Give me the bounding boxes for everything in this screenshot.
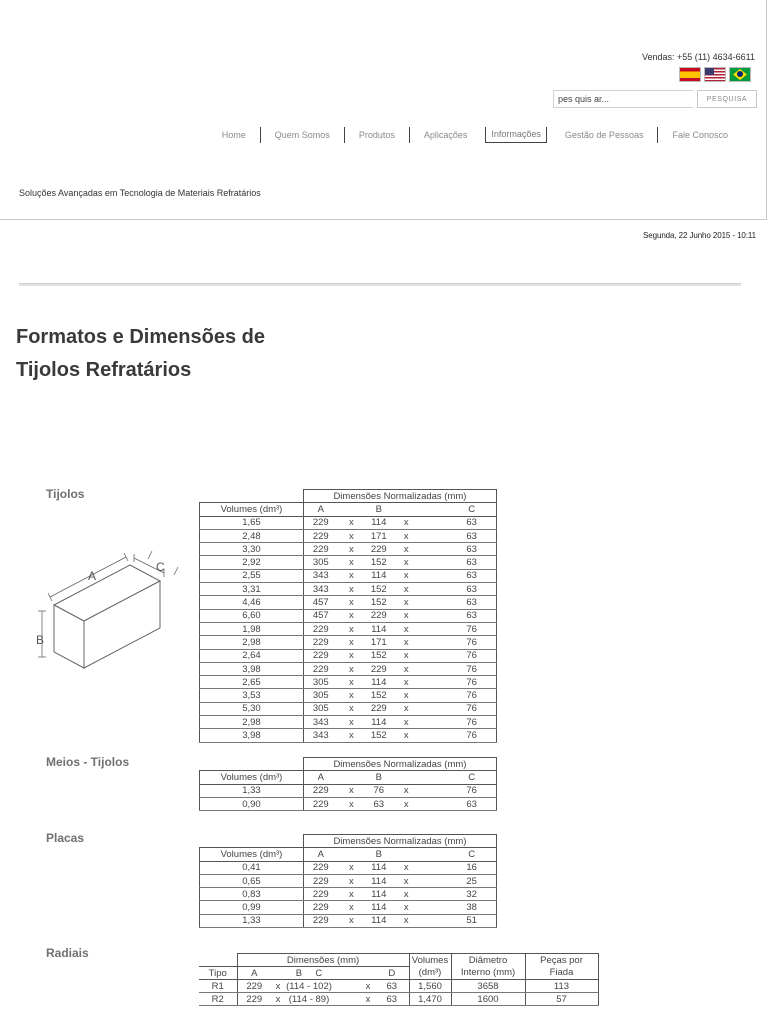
cell-a: 305 [303,556,337,569]
radiais-table [199,953,599,1006]
cell-volume: 1,98 [200,622,304,635]
dimension-label-a: A [88,569,97,583]
cell-times: x [392,861,419,874]
cell-volume: 3,98 [200,729,304,742]
cell-a: 229 [303,861,337,874]
search-input[interactable] [553,90,693,108]
cell-volume: 5,30 [200,702,304,715]
cell-times: x [338,516,365,529]
cell-c: 63 [447,529,496,542]
cell-b: 114 [365,676,392,689]
rad-col-d: D [375,967,409,980]
brick-shape [54,565,160,668]
cell-times: x [392,556,419,569]
cell-a: 343 [303,729,337,742]
table-row [200,529,497,542]
cell-a: 229 [237,993,271,1006]
tijolos-table [199,489,497,743]
cell-b: 114 [365,861,392,874]
cell-times: x [392,516,419,529]
dim-group-header: Dimensões Normalizadas (mm) [303,835,496,848]
cell-b: 114 [365,569,392,582]
cell-c: 38 [447,901,496,914]
table-row [199,993,598,1006]
cell-b: 229 [365,662,392,675]
cell-a: 229 [303,914,337,927]
section-label-meios-tijolos: Meios - Tijolos [46,755,130,769]
cell-times: x [338,556,365,569]
cell-volume: 3,31 [200,583,304,596]
cell-diametro: 1600 [451,993,525,1006]
main-nav [208,127,742,143]
cell-b-c: (114 - 89) [285,993,333,1006]
cell-volume: 4,46 [200,596,304,609]
cell-c: 76 [447,702,496,715]
cell-c: 63 [447,516,496,529]
meios-tijolos-table [199,757,497,811]
dimension-label-c: C [156,560,165,574]
table-row [200,901,497,914]
table-row [200,888,497,901]
cell-a: 343 [303,569,337,582]
cell-a: 229 [303,662,337,675]
table-row [200,622,497,635]
cell-b: 114 [365,622,392,635]
cell-spacer [420,556,447,569]
cell-times: x [338,676,365,689]
cell-c: 63 [447,596,496,609]
col-c: C [447,503,496,516]
nav-home[interactable]: Home [221,130,246,140]
cell-c: 63 [447,609,496,622]
table-row [200,861,497,874]
cell-d: 63 [375,993,409,1006]
table-row [200,636,497,649]
cell-pecas: 57 [525,993,598,1006]
rad-col-volumes-2: (dm³) [409,967,451,980]
nav-produtos[interactable]: Produtos [344,127,409,143]
cell-tipo: R1 [199,980,237,993]
cell-times: x [392,622,419,635]
cell-times: x [271,993,285,1006]
table-row [200,516,497,529]
cell-a: 229 [303,784,337,797]
cell-a: 343 [303,583,337,596]
cell-volume: 2,98 [200,716,304,729]
cell-c: 25 [447,874,496,887]
rad-col-b: B C [285,967,333,980]
section-label-placas: Placas [46,831,85,845]
cell-a: 457 [303,609,337,622]
cell-volume: 0,90 [200,797,304,810]
col-volumes: Volumes (dm³) [200,503,304,516]
cell-volume: 2,92 [200,556,304,569]
cell-a: 305 [303,702,337,715]
cell-c: 102 [312,980,329,992]
cell-volume: 1,560 [409,980,451,993]
cell-volume: 1,33 [200,914,304,927]
cell-times: x [392,914,419,927]
cell-times: x [338,729,365,742]
cell-c: 89 [315,993,327,1005]
cell-times: x [392,649,419,662]
col-b: B [365,771,392,784]
cell-volume: 1,33 [200,784,304,797]
table-row [200,543,497,556]
placas-table [199,834,497,928]
cell-spacer [420,702,447,715]
search-button[interactable]: PESQUISA [697,90,757,108]
cell-spacer [420,901,447,914]
section-label-radiais: Radiais [46,946,89,960]
col-a: A [303,503,337,516]
cell-times: x [338,874,365,887]
cell-times: x [361,993,375,1006]
cell-times: x [392,689,419,702]
cell-c: 63 [447,569,496,582]
cell-times: x [338,609,365,622]
cell-times: x [338,649,365,662]
cell-times: x [392,676,419,689]
cell-volume: 3,98 [200,662,304,675]
cell-times: x [338,689,365,702]
cell-b: 114 [365,901,392,914]
cell-volume: 3,30 [200,543,304,556]
rad-col-diametro-2: Interno (mm) [451,967,525,980]
cell-c: 76 [447,649,496,662]
cell-b: 152 [365,596,392,609]
spain-flag-icon[interactable] [679,67,701,82]
table-row [200,689,497,702]
cell-spacer [420,676,447,689]
col-b: B [365,848,392,861]
cell-times: x [392,729,419,742]
cell-c: 76 [447,622,496,635]
cell-spacer [420,622,447,635]
cell-b: 114 [365,914,392,927]
cell-times: x [338,797,365,810]
col-b: B [365,503,392,516]
table-row [200,596,497,609]
cell-volume: 0,83 [200,888,304,901]
cell-times: x [392,784,419,797]
cell-times: x [392,569,419,582]
cell-times: x [338,583,365,596]
usa-flag-icon[interactable] [704,67,726,82]
cell-c: 63 [447,543,496,556]
cell-a: 229 [237,980,271,993]
cell-times: x [338,636,365,649]
cell-b: 171 [365,636,392,649]
table-row [200,914,497,927]
cell-times: x [392,662,419,675]
cell-minus: - [307,980,311,992]
cell-c: 76 [447,689,496,702]
cell-a: 229 [303,543,337,556]
cell-b: 152 [365,556,392,569]
cell-c: 51 [447,914,496,927]
cell-volume: 2,65 [200,676,304,689]
cell-spacer [420,914,447,927]
cell-b: 229 [365,609,392,622]
table-row [200,784,497,797]
cell-a: 305 [303,689,337,702]
table-row [200,649,497,662]
cell-times: x [338,596,365,609]
cell-volume: 2,48 [200,529,304,542]
cell-b: 114 [365,888,392,901]
cell-times: x [392,636,419,649]
cell-times: x [338,716,365,729]
cell-spacer [420,689,447,702]
cell-times: x [338,914,365,927]
table-row [199,980,598,993]
dim-group-header: Dimensões Normalizadas (mm) [303,758,496,771]
cell-tipo: R2 [199,993,237,1006]
cell-a: 229 [303,888,337,901]
table-row [200,797,497,810]
cell-b-c: (114 - 102) [286,980,332,992]
cell-c: 76 [447,662,496,675]
cell-spacer [420,596,447,609]
table-row [200,676,497,689]
rad-dim-group-header: Dimensões (mm) [237,954,409,967]
divider [19,283,741,286]
page-title [16,321,336,387]
cell-a: 229 [303,649,337,662]
nav-informacoes[interactable]: Informações [485,127,547,143]
col-volumes: Volumes (dm³) [200,771,304,784]
cell-c: 63 [447,797,496,810]
cell-c: 63 [447,583,496,596]
cell-b: 76 [365,784,392,797]
cell-times: x [338,702,365,715]
cell-times: x [338,529,365,542]
page-title-line-1: Formatos e Dimensões de [16,326,265,348]
cell-c: 16 [447,861,496,874]
table-row [200,702,497,715]
cell-spacer [420,874,447,887]
cell-times: x [338,861,365,874]
cell-volume: 2,98 [200,636,304,649]
cell-spacer [420,784,447,797]
cell-spacer [420,649,447,662]
cell-volume: 0,41 [200,861,304,874]
cell-volume: 0,99 [200,901,304,914]
brick-diagram [30,545,190,670]
rad-col-diametro-1: Diâmetro [451,954,525,967]
cell-times: x [338,662,365,675]
col-c: C [447,771,496,784]
cell-spacer [420,529,447,542]
table-row [200,662,497,675]
cell-c: 76 [447,716,496,729]
cell-volume: 2,64 [200,649,304,662]
cell-spacer [420,583,447,596]
cell-a: 229 [303,874,337,887]
cell-spacer [420,861,447,874]
cell-a: 305 [303,676,337,689]
cell-b: 114 [291,993,308,1005]
dim-group-header: Dimensões Normalizadas (mm) [303,490,496,503]
rad-col-a: A [237,967,271,980]
cell-times: x [392,609,419,622]
col-c: C [447,848,496,861]
cell-spacer [420,662,447,675]
cell-spacer [420,888,447,901]
language-flags [679,67,751,82]
cell-a: 343 [303,716,337,729]
cell-b: 152 [365,649,392,662]
cell-times: x [392,888,419,901]
cell-b: 152 [365,583,392,596]
cell-d: 63 [375,980,409,993]
cell-a: 229 [303,516,337,529]
cell-b: 229 [365,543,392,556]
cell-c: 76 [447,676,496,689]
cell-a: 229 [303,529,337,542]
section-label-tijolos: Tijolos [46,487,85,501]
cell-volume: 1,65 [200,516,304,529]
cell-b: 229 [365,702,392,715]
cell-b: 114 [289,980,305,992]
cell-times: x [392,596,419,609]
dimension-label-b: B [36,633,45,647]
cell-a: 229 [303,622,337,635]
rad-col-pecas-2: Fiada [525,967,598,980]
cell-times: x [361,980,375,993]
cell-times: x [392,874,419,887]
cell-diametro: 3658 [451,980,525,993]
col-volumes: Volumes (dm³) [200,848,304,861]
cell-times: x [338,622,365,635]
cell-a: 229 [303,797,337,810]
date-stamp: Segunda, 22 Junho 2015 - 10:11 [643,231,756,240]
col-a: A [303,848,337,861]
page-title-line-2: Tijolos Refratários [16,359,192,381]
table-row [200,716,497,729]
cell-a: 229 [303,901,337,914]
table-row [200,874,497,887]
cell-times: x [392,583,419,596]
cell-c: 76 [447,636,496,649]
brazil-flag-icon[interactable] [729,67,751,82]
cell-b: 63 [365,797,392,810]
cell-minus: - [309,993,313,1005]
cell-times: x [338,569,365,582]
cell-volume: 2,55 [200,569,304,582]
cell-times: x [392,529,419,542]
cell-spacer [420,609,447,622]
cell-times: x [271,980,285,993]
cell-b: 171 [365,529,392,542]
cell-c: 76 [447,784,496,797]
table-row [200,583,497,596]
cell-b: 114 [365,874,392,887]
cell-a: 457 [303,596,337,609]
cell-times: x [338,901,365,914]
cell-c: 63 [447,556,496,569]
header [0,0,767,220]
sales-phone: Vendas: +55 (11) 4634-6611 [641,52,755,62]
cell-volume: 1,470 [409,993,451,1006]
table-row [200,729,497,742]
cell-times: x [392,716,419,729]
cell-b: 114 [365,716,392,729]
cell-spacer [420,716,447,729]
cell-spacer [333,980,361,993]
rad-col-c: C [315,967,323,979]
table-row [200,556,497,569]
rad-col-volumes-1: Volumes [409,954,451,967]
table-row [200,569,497,582]
cell-spacer [420,636,447,649]
nav-aplicacoes[interactable]: Aplicações [409,127,482,143]
rad-col-pecas-1: Peças por [525,954,598,967]
cell-times: x [338,784,365,797]
cell-times: x [392,797,419,810]
cell-spacer [420,516,447,529]
cell-b: 114 [365,516,392,529]
cell-b: 152 [365,689,392,702]
cell-spacer [420,729,447,742]
cell-times: x [392,702,419,715]
cell-spacer [420,797,447,810]
nav-fale-conosco[interactable]: Fale Conosco [657,127,742,143]
cell-times: x [338,543,365,556]
cell-volume: 6,60 [200,609,304,622]
col-a: A [303,771,337,784]
cell-spacer [420,569,447,582]
cell-times: x [392,901,419,914]
nav-gestao-de-pessoas[interactable]: Gestão de Pessoas [564,130,644,140]
cell-a: 229 [303,636,337,649]
tagline: Soluções Avançadas em Tecnologia de Materiais Refratários [19,188,261,198]
table-row [200,609,497,622]
cell-b: 152 [365,729,392,742]
cell-c: 32 [447,888,496,901]
cell-spacer [420,543,447,556]
nav-quem-somos[interactable]: Quem Somos [260,127,344,143]
cell-pecas: 113 [525,980,598,993]
rad-col-tipo: Tipo [199,967,237,980]
cell-volume: 0,65 [200,874,304,887]
cell-c: 76 [447,729,496,742]
cell-spacer [333,993,361,1006]
cell-volume: 3,53 [200,689,304,702]
cell-times: x [392,543,419,556]
cell-times: x [338,888,365,901]
